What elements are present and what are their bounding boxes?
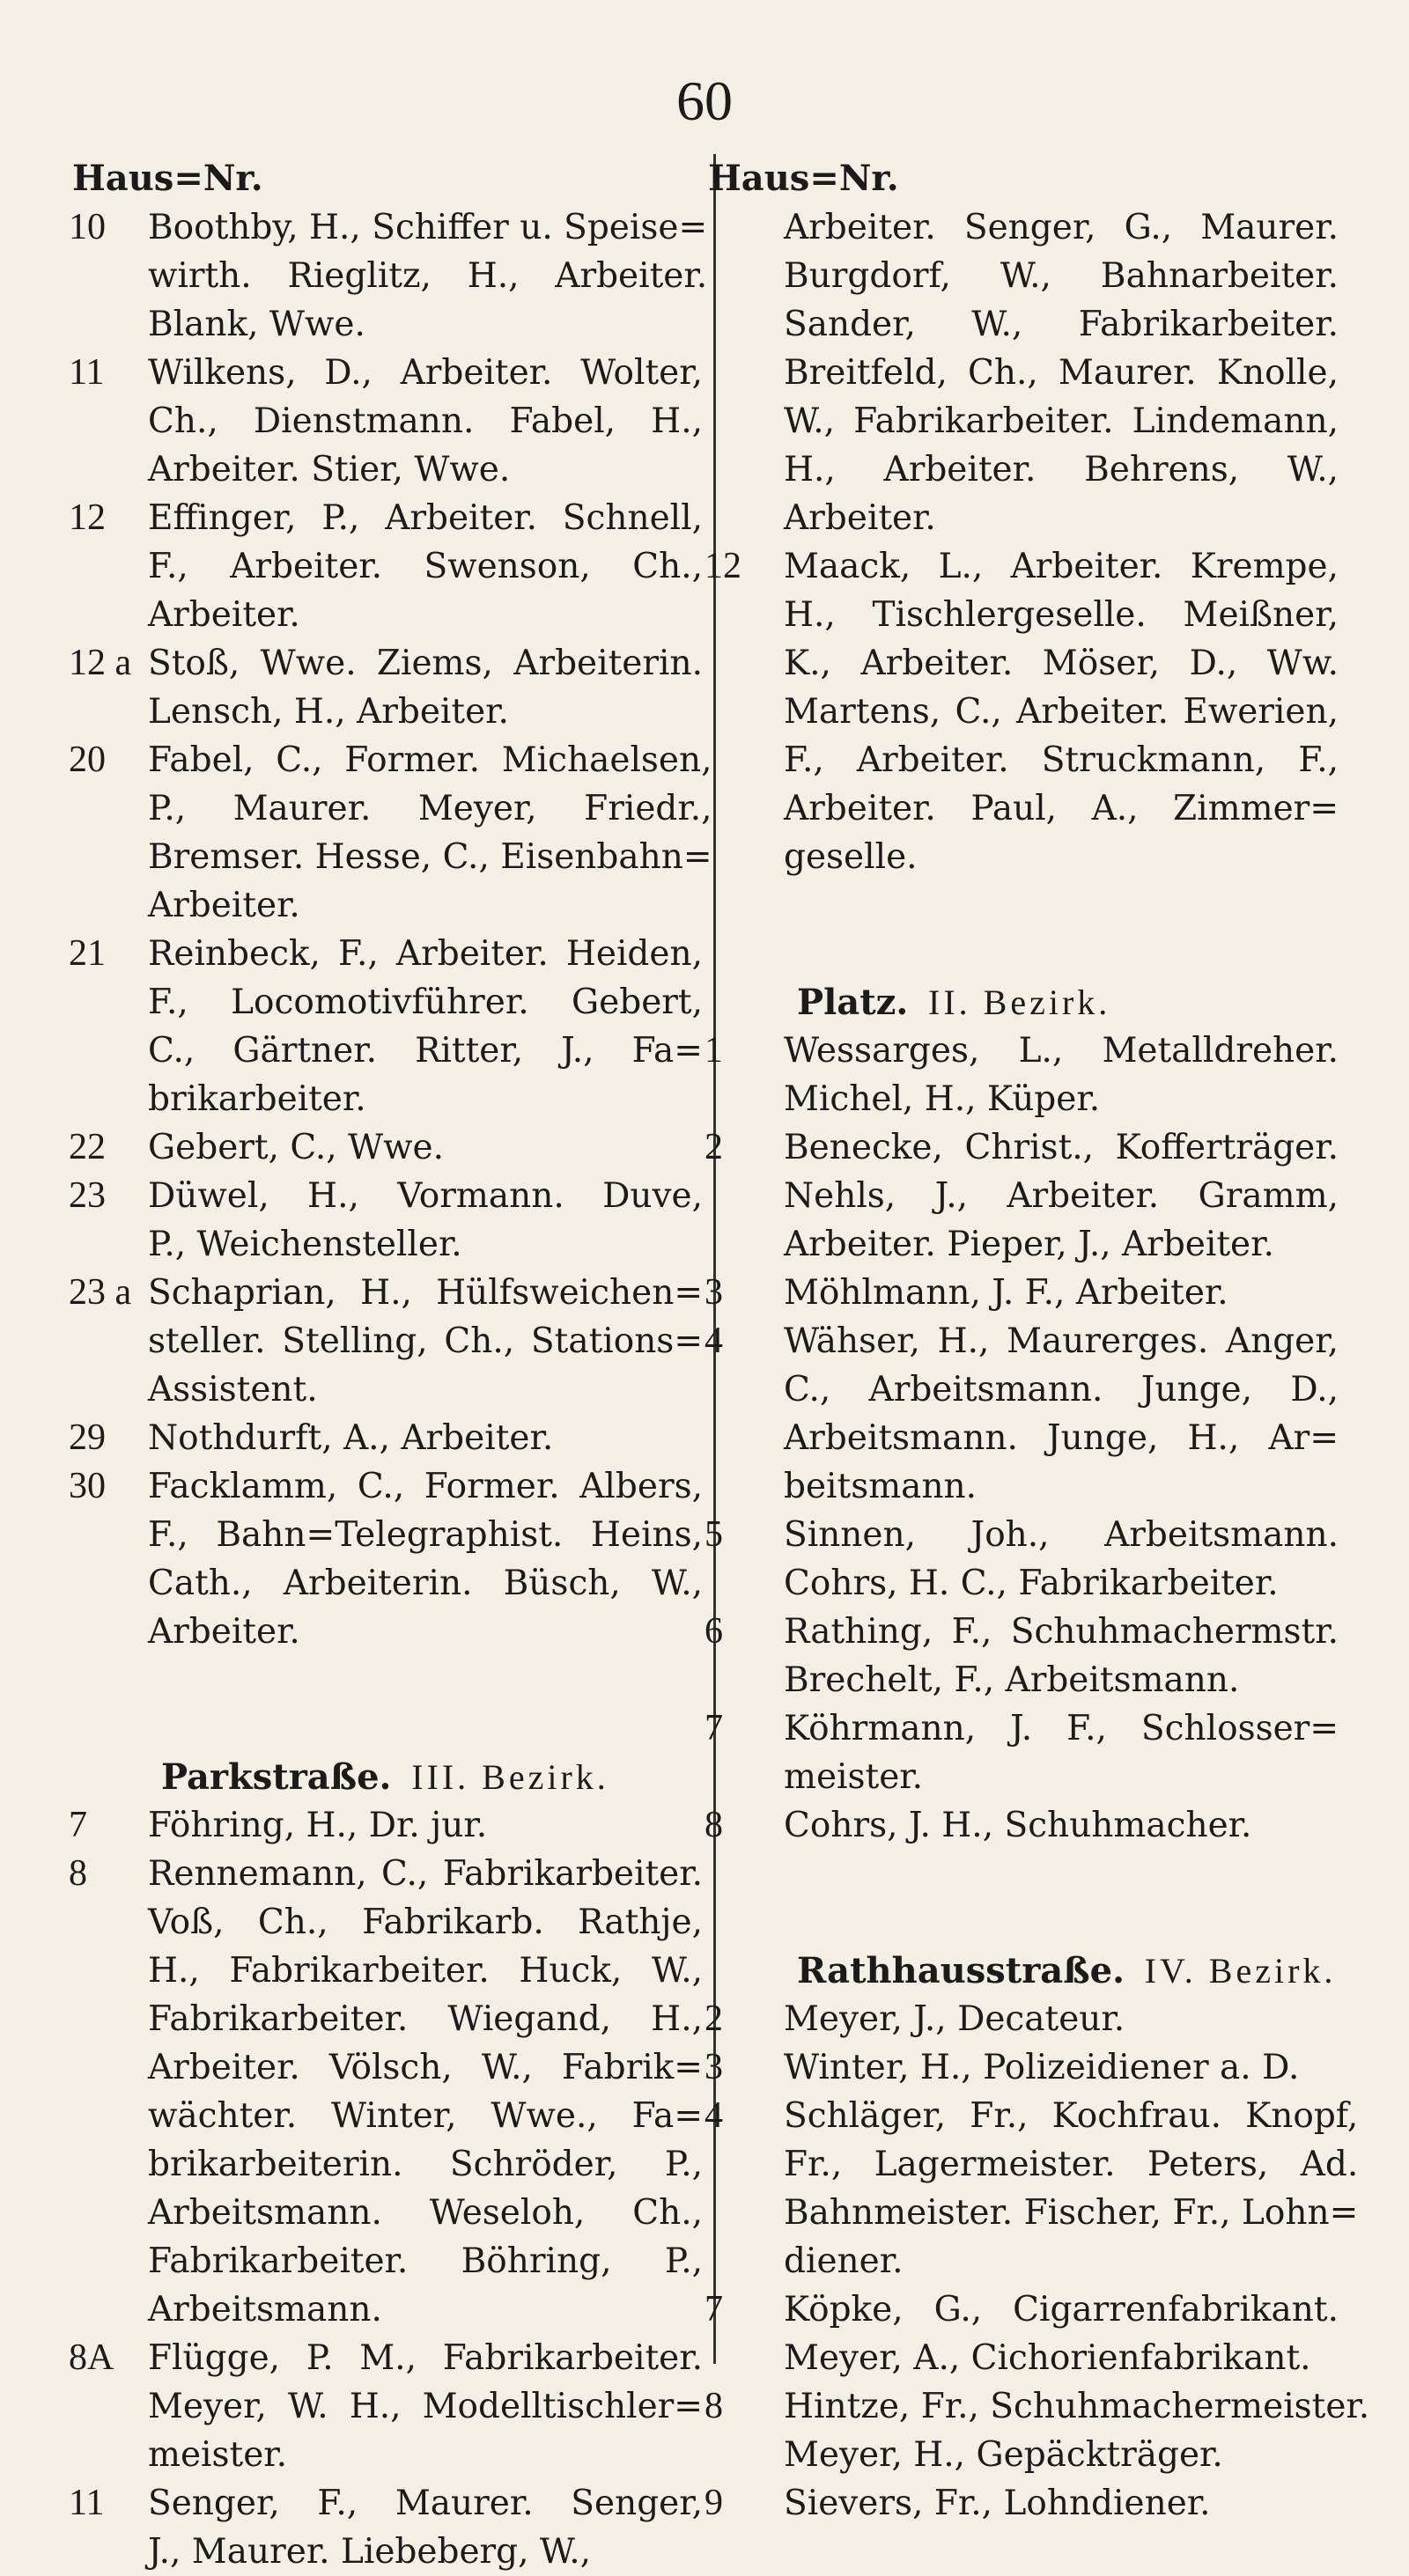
resident-line: Cohrs, J. H., Schuhmacher. <box>784 1806 1252 1845</box>
resident-line: Hintze, Fr., Schuhmachermeister. <box>784 2387 1370 2426</box>
house-number: 3 <box>704 1272 723 1313</box>
house-entry <box>69 1123 703 1172</box>
residents <box>784 2092 1358 2285</box>
resident-line: Föhring, H., Dr. jur. <box>148 1806 488 1845</box>
resident-line: brikarbeiter. <box>148 1079 366 1119</box>
street-district: III. Bezirk. <box>411 1757 609 1797</box>
resident-line: J., Maurer. Liebeberg, W., <box>148 2532 591 2572</box>
residents <box>784 1317 1339 1511</box>
page-number: 60 <box>676 70 733 132</box>
resident-line: Senger, F., Maurer. Senger, <box>148 2484 703 2523</box>
house-number: 7 <box>69 1805 87 1845</box>
resident-line: beitsmann. <box>784 1467 977 1506</box>
resident-line: Arbeiter. Stier, Wwe. <box>148 450 511 489</box>
house-number: 9 <box>704 2483 723 2523</box>
house-entry <box>69 2334 703 2479</box>
resident-line: Cohrs, H. C., Fabrikarbeiter. <box>784 1564 1279 1603</box>
house-number: 1 <box>704 1030 723 1071</box>
residents <box>784 2382 1369 2479</box>
resident-line: Arbeitsmann. Weseloh, Ch., <box>148 2193 703 2233</box>
resident-line: Sinnen, Joh., Arbeitsmann. <box>784 1515 1339 1555</box>
house-entry <box>69 203 708 349</box>
house-number: 12 <box>704 546 741 586</box>
resident-line: brikarbeiterin. Schröder, P., <box>148 2145 703 2184</box>
resident-line: Arbeiter. Senger, G., Maurer. <box>784 208 1339 247</box>
residents <box>784 1269 1339 1317</box>
house-entry <box>704 1269 1339 1317</box>
resident-line: Arbeiter. <box>148 886 300 925</box>
resident-line: Fabel, C., Former. Michaelsen, <box>148 740 712 780</box>
house-entry <box>69 1801 703 1850</box>
resident-line: Meyer, H., Gepäckträger. <box>784 2435 1223 2475</box>
resident-line: Schläger, Fr., Kochfrau. Knopf, <box>784 2096 1359 2136</box>
residents <box>784 203 1339 542</box>
residents <box>784 542 1339 881</box>
resident-line: Maack, L., Arbeiter. Krempe, <box>784 547 1339 586</box>
residents <box>148 203 707 349</box>
street-heading <box>161 1753 703 1801</box>
house-entry <box>69 930 703 1123</box>
resident-line: meister. <box>784 1757 924 1797</box>
resident-line: Sievers, Fr., Lohndiener. <box>784 2484 1211 2523</box>
house-entry <box>704 542 1339 881</box>
resident-line: Ch., Dienstmann. Fabel, H., <box>148 401 703 441</box>
resident-line: Brechelt, F., Arbeitsmann. <box>784 1660 1240 1700</box>
resident-line: wirth. Rieglitz, H., Arbeiter. <box>148 256 708 296</box>
house-entry <box>69 1269 703 1414</box>
house-number: 23 a <box>69 1272 132 1313</box>
house-number: 22 <box>69 1127 106 1167</box>
street-district: II. Bezirk. <box>928 983 1111 1022</box>
house-number: 2 <box>704 1998 723 2039</box>
resident-line: C., Arbeitsmann. Junge, D., <box>784 1370 1339 1409</box>
resident-line: Nehls, J., Arbeiter. Gramm, <box>784 1176 1339 1216</box>
house-number: 8 <box>69 1853 87 1894</box>
resident-line: Bremser. Hesse, C., Eisenbahn= <box>148 837 712 877</box>
residents <box>148 639 703 736</box>
resident-line: Voß, Ch., Fabrikarb. Rathje, <box>148 1903 703 1942</box>
residents <box>784 1123 1339 1269</box>
house-entry <box>704 1123 1339 1269</box>
resident-line: Arbeiter. Völsch, W., Fabrik= <box>148 2048 703 2087</box>
resident-line: geselle. <box>784 837 918 877</box>
resident-line: Gebert, C., Wwe. <box>148 1128 444 1167</box>
resident-line: P., Weichensteller. <box>148 1225 462 1264</box>
house-entry <box>704 1608 1339 1704</box>
house-number: 3 <box>704 2047 723 2087</box>
house-entry <box>69 736 712 930</box>
residents <box>148 1462 703 1656</box>
street-name: Rathhausstraße. <box>797 1950 1125 1991</box>
resident-line: H., Arbeiter. Behrens, W., <box>784 450 1339 489</box>
house-entry <box>69 1172 703 1269</box>
house-number: 8 <box>704 1805 723 1845</box>
resident-line: F., Arbeiter. Swenson, Ch., <box>148 547 703 586</box>
resident-line: Stoß, Wwe. Ziems, Arbeiterin. <box>148 644 703 683</box>
resident-line: Assistent. <box>148 1370 318 1409</box>
right-column <box>704 154 1370 2528</box>
resident-line: Effinger, P., Arbeiter. Schnell, <box>148 498 703 538</box>
house-entry <box>69 1414 703 1462</box>
resident-line: Meyer, W. H., Modelltischler= <box>148 2387 703 2426</box>
house-entry <box>704 1995 1339 2043</box>
house-entry <box>69 1850 703 2334</box>
resident-line: Sander, W., Fabrikarbeiter. <box>784 305 1339 344</box>
resident-line: Winter, H., Polizeidiener a. D. <box>784 2048 1300 2087</box>
entry-list <box>704 1995 1370 2528</box>
street-name: Platz. <box>797 982 909 1023</box>
resident-line: F., Arbeiter. Struckmann, F., <box>784 740 1339 780</box>
resident-line: F., Bahn=Telegraphist. Heins, <box>148 1515 703 1555</box>
resident-line: meister. <box>148 2435 288 2475</box>
column-header: Haus=Nr. <box>72 158 263 199</box>
house-entry <box>69 349 703 494</box>
resident-line: Arbeiter. Pieper, J., Arbeiter. <box>784 1225 1274 1264</box>
resident-line: Lensch, H., Arbeiter. <box>148 692 509 732</box>
residents <box>148 1850 703 2334</box>
residents <box>784 1801 1339 1850</box>
house-number: 8 <box>704 2386 723 2426</box>
residents <box>148 736 712 930</box>
resident-line: C., Gärtner. Ritter, J., Fa= <box>148 1031 703 1071</box>
resident-line: P., Maurer. Meyer, Friedr., <box>148 789 712 828</box>
house-entry <box>69 1462 703 1656</box>
house-number: 30 <box>69 1466 106 1506</box>
house-entry <box>704 2043 1339 2092</box>
house-number: 11 <box>69 2483 105 2523</box>
house-number: 7 <box>704 2289 723 2329</box>
left-column <box>69 154 712 2576</box>
house-entry <box>704 1027 1339 1123</box>
residents <box>148 1414 703 1462</box>
residents <box>784 1027 1339 1123</box>
resident-line: Arbeitsmann. <box>148 2290 382 2329</box>
house-number: 29 <box>69 1417 106 1458</box>
resident-line: Blank, Wwe. <box>148 305 365 344</box>
resident-line: Burgdorf, W., Bahnarbeiter. <box>784 256 1339 296</box>
residents <box>148 494 703 639</box>
house-entry <box>69 494 703 639</box>
resident-line: Köhrmann, J. F., Schlosser= <box>784 1709 1339 1748</box>
resident-line: Rennemann, C., Fabrikarbeiter. <box>148 1854 703 1894</box>
resident-line: Meyer, A., Cichorienfabrikant. <box>784 2338 1311 2378</box>
residents <box>784 2285 1339 2382</box>
house-entry <box>704 1317 1339 1511</box>
house-entry <box>704 2092 1359 2285</box>
residents <box>148 1123 703 1172</box>
resident-line: Meyer, J., Decateur. <box>784 1999 1125 2039</box>
resident-line: Köpke, G., Cigarrenfabrikant. <box>784 2290 1339 2329</box>
resident-line: Schaprian, H., Hülfsweichen= <box>148 1273 703 1313</box>
residents <box>148 930 703 1123</box>
house-number: 10 <box>69 207 106 247</box>
house-number <box>704 203 784 542</box>
resident-line: Flügge, P. M., Fabrikarbeiter. <box>148 2338 703 2378</box>
street-name: Parkstraße. <box>161 1756 392 1798</box>
resident-line: Breitfeld, Ch., Maurer. Knolle, <box>784 353 1339 393</box>
entry-list <box>69 1801 703 2576</box>
house-entry <box>704 1801 1339 1850</box>
house-number: 11 <box>69 352 105 393</box>
house-number: 12 a <box>69 643 132 683</box>
resident-line: Bahnmeister. Fischer, Fr., Lohn= <box>784 2193 1359 2233</box>
resident-line: Cath., Arbeiterin. Büsch, W., <box>148 1564 703 1603</box>
resident-line: Möhlmann, J. F., Arbeiter. <box>784 1273 1228 1313</box>
resident-line: Arbeiter. <box>148 595 300 635</box>
house-entry <box>69 639 703 736</box>
house-number: 23 <box>69 1175 106 1216</box>
resident-line: Arbeiter. <box>784 498 936 538</box>
house-number: 4 <box>704 2095 723 2136</box>
resident-line: Wähser, H., Maurerges. Anger, <box>784 1321 1339 1361</box>
resident-line: Arbeiter. <box>148 1612 300 1652</box>
resident-line: Wessarges, L., Metalldreher. <box>784 1031 1339 1071</box>
residents <box>148 2334 703 2479</box>
column-header: Haus=Nr. <box>708 158 899 199</box>
resident-line: H., Tischlergeselle. Meißner, <box>784 595 1339 635</box>
house-entry <box>704 203 1339 542</box>
house-entry <box>704 1511 1339 1608</box>
house-number: 5 <box>704 1514 723 1555</box>
resident-line: Fr., Lagermeister. Peters, Ad. <box>784 2145 1359 2184</box>
residents <box>148 349 703 494</box>
residents <box>784 1511 1339 1608</box>
residents <box>784 1995 1339 2043</box>
resident-line: Fabrikarbeiter. Böhring, P., <box>148 2241 703 2281</box>
resident-line: K., Arbeiter. Möser, D., Ww. <box>784 644 1339 683</box>
resident-line: Michel, H., Küper. <box>784 1079 1101 1119</box>
house-number: 21 <box>69 933 106 974</box>
street-heading <box>797 1947 1339 1995</box>
resident-line: steller. Stelling, Ch., Stations= <box>148 1321 703 1361</box>
house-number: 8A <box>69 2337 114 2378</box>
residents <box>148 1801 703 1850</box>
entry-list <box>704 1027 1339 1850</box>
residents <box>148 2479 703 2576</box>
resident-line: wächter. Winter, Wwe., Fa= <box>148 2096 703 2136</box>
house-number: 4 <box>704 1321 723 1361</box>
house-number: 20 <box>69 740 106 780</box>
resident-line: Martens, C., Arbeiter. Ewerien, <box>784 692 1339 732</box>
resident-line: Fabrikarbeiter. Wiegand, H., <box>148 1999 703 2039</box>
resident-line: Arbeiter. Paul, A., Zimmer= <box>784 789 1339 828</box>
resident-line: F., Locomotivführer. Gebert, <box>148 983 703 1022</box>
residents <box>784 1608 1339 1704</box>
resident-line: Düwel, H., Vormann. Duve, <box>148 1176 703 1216</box>
residents <box>784 1704 1339 1801</box>
resident-line: Benecke, Christ., Kofferträger. <box>784 1128 1339 1167</box>
resident-line: diener. <box>784 2241 904 2281</box>
house-number: 6 <box>704 1611 723 1652</box>
house-entry <box>704 1704 1339 1801</box>
house-entry <box>704 2479 1339 2528</box>
residents <box>784 2043 1339 2092</box>
resident-line: H., Fabrikarbeiter. Huck, W., <box>148 1951 703 1991</box>
house-number: 2 <box>704 1127 723 1167</box>
entry-list <box>704 203 1339 881</box>
resident-line: Rathing, F., Schuhmachermstr. <box>784 1612 1339 1652</box>
residents <box>148 1172 703 1269</box>
entry-list <box>69 203 712 1656</box>
resident-line: Boothby, H., Schiffer u. Speise= <box>148 208 708 247</box>
street-heading <box>797 978 1339 1027</box>
resident-line: Reinbeck, F., Arbeiter. Heiden, <box>148 934 703 974</box>
residents <box>148 1269 703 1414</box>
house-entry <box>704 2285 1339 2382</box>
house-entry <box>69 2479 703 2576</box>
resident-line: Arbeitsmann. Junge, H., Ar= <box>784 1418 1339 1458</box>
resident-line: Facklamm, C., Former. Albers, <box>148 1467 703 1506</box>
resident-line: W., Fabrikarbeiter. Lindemann, <box>784 401 1339 441</box>
residents <box>784 2479 1339 2528</box>
house-number: 12 <box>69 497 106 538</box>
house-number: 7 <box>704 1708 723 1748</box>
resident-line: Nothdurft, A., Arbeiter. <box>148 1418 554 1458</box>
house-entry <box>704 2382 1370 2479</box>
street-district: IV. Bezirk. <box>1144 1951 1337 1991</box>
resident-line: Wilkens, D., Arbeiter. Wolter, <box>148 353 703 393</box>
